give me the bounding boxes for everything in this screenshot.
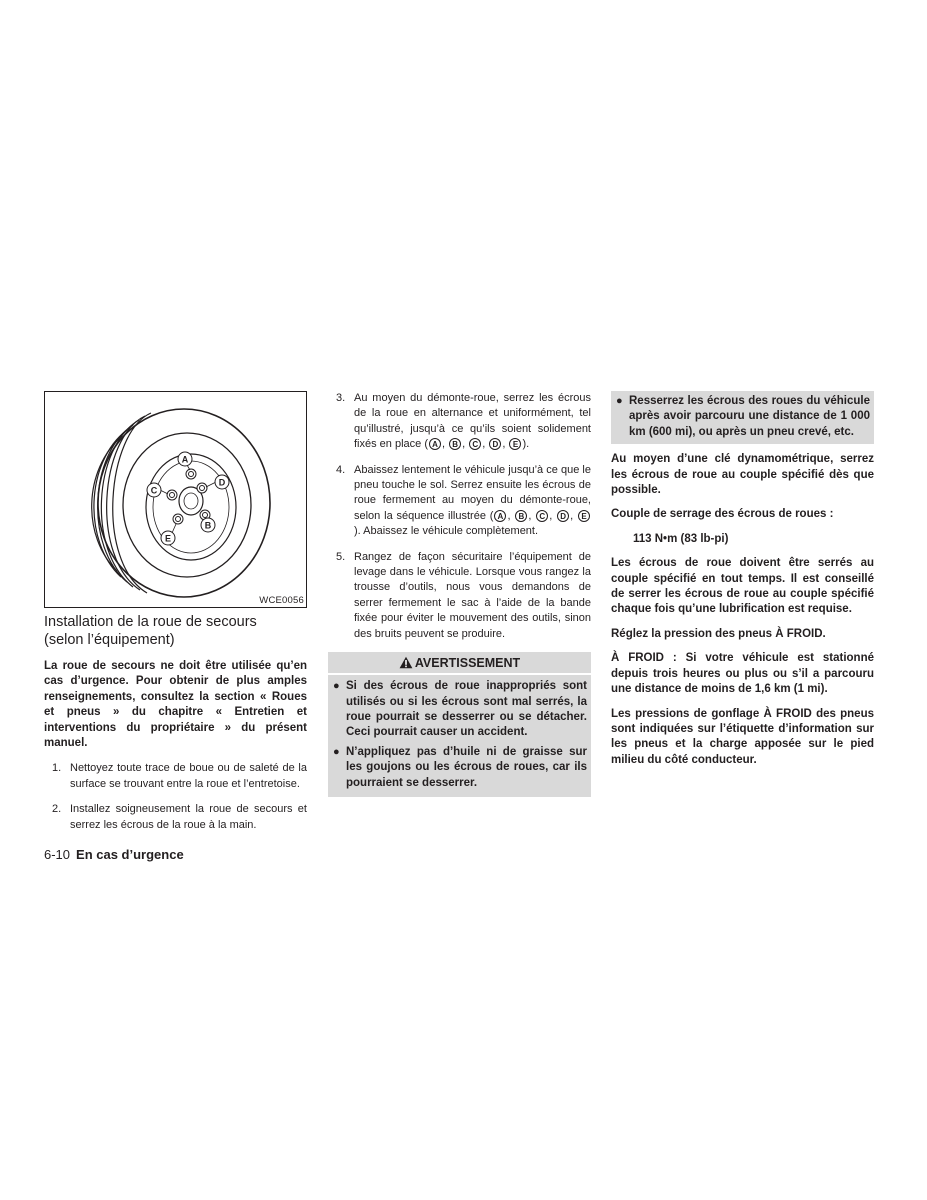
circled-letter: A [494, 510, 506, 522]
step-text: Installez soigneusement la roue de secours et serrez les écrous de la roue à la main. [70, 803, 307, 831]
warning-item [328, 745, 591, 791]
figure-code: WCE0056 [259, 595, 304, 606]
step-item: 4. Abaissez lentement le véhicule jusqu’à ce que le pneu touche le sol. Serrez ensuite les écrous de roue fermement au moyen du démonte-roue, selon la séquence illustrée ( A , B , C , D , E). Abaissez le véhicule complètement. [336, 463, 591, 538]
page-number: 6-10 [44, 847, 71, 862]
warning-triangle-icon [399, 656, 413, 669]
warning-text: N’appliquez pas d’huile ni de graisse sur les goujons ou les écrous de roues, car ils pourraient se desserrer. [346, 745, 587, 789]
right-column [611, 391, 874, 777]
step-item: 3. Au moyen du démonte-roue, serrez les écrous de la roue en alternance et uniformément, tel qu’illustré, jusqu’à ce qu’ils soient solidement fixés en place ( A , B , C , D , E ). [336, 392, 591, 451]
tire-diagram [45, 392, 306, 607]
label-e: E [164, 533, 172, 544]
steps-list-1 [44, 761, 307, 833]
step-text: Nettoyez toute trace de boue ou de saleté de la surface se trouvant entre la roue et l’entretoise. [70, 762, 307, 790]
circled-letter: E [578, 510, 590, 522]
bullet-icon: ● [333, 680, 340, 693]
circled-letter: A [429, 438, 441, 450]
step-text: Rangez de façon sécuritaire l’équipement de levage dans le véhicule. Lorsque vous rangez la trousse d’outils, nous vous demandons de serrer fermement le sac à l’aide de la bande fixée pour éviter le mouvement des outils, sinon des bruits peuvent se produire. [354, 550, 591, 640]
warning-list [328, 679, 591, 791]
step-number: 3. [336, 392, 346, 404]
circled-letter: D [557, 510, 569, 522]
pressure-instruction: Réglez la pression des pneus À FROID. [611, 627, 826, 640]
circled-letter: E [509, 438, 521, 450]
step-item [44, 802, 307, 833]
torque-note: Les écrous de roue doivent être serrés au couple spécifié en tout temps. Il est conseillé de serrer les écrous de roue au couple spécifié chaque fois qu’une lubrification est requise. [611, 557, 874, 616]
bullet-icon: ● [616, 395, 623, 407]
middle-column [328, 391, 591, 797]
torque-instruction: Au moyen d’une clé dynamométrique, serrez les écrous de roue au couple spécifié dès que possible. [611, 453, 874, 497]
section-title-line1: Installation de la roue de secours [44, 614, 257, 630]
circled-letter: C [469, 438, 481, 450]
warning-title: AVERTISSEMENT [414, 656, 521, 671]
pressure-label-info: Les pressions de gonflage À FROID des pneus sont indiquées sur l’étiquette d’information sur les pneus et la charge apposée sur le pied milieu du côté conducteur. [611, 707, 874, 766]
step-number: 2. [52, 803, 62, 816]
label-c: C [150, 485, 158, 496]
intro-paragraph: La roue de secours ne doit être utilisée qu’en cas d’urgence. Pour obtenir de plus amples renseignements, consultez la section « Roues et pneus » du chapitre « Entretien et interventions du propriétaire » du présent manuel. [44, 660, 307, 750]
step-text: Abaissez lentement le véhicule jusqu’à ce que le pneu touche le sol. Serrez ensuite les écrous de roue fermement au moyen du démonte-roue, selon la séquence illustrée ( [354, 463, 591, 522]
section-title [44, 613, 307, 649]
step-number: 4. [336, 463, 346, 476]
warning-item [328, 679, 591, 741]
step-number: 5. [336, 550, 346, 563]
circled-letter: C [536, 510, 548, 522]
info-item [611, 394, 874, 440]
torque-value: 113 N•m (83 lb-pi) [633, 532, 729, 545]
step-item [328, 550, 591, 642]
chapter-title: En cas d’urgence [76, 847, 184, 862]
step-item [44, 761, 307, 792]
step-text-end: ). [522, 438, 530, 451]
label-a: A [181, 454, 189, 465]
circled-letter: D [489, 438, 501, 450]
step-text-end: ). Abaissez le véhicule complètement. [354, 525, 539, 538]
warning-header [328, 652, 591, 675]
step-number: 1. [52, 762, 62, 775]
label-b: B [204, 520, 212, 531]
warning-text: Si des écrous de roue inappropriés sont utilisés ou si les écrous sont mal serrés, la roue pourrait se desserrer ou se détacher. Ceci pourrait causer un accident. [346, 680, 587, 739]
circled-letter: B [449, 438, 461, 450]
info-text: Resserrez les écrous des roues du véhicule après avoir parcouru une distance de 1 000 km (600 mi), ou après un pneu crevé, etc. [629, 395, 870, 438]
wheel-illustration [44, 391, 307, 608]
page-footer [44, 846, 184, 864]
left-column [44, 391, 307, 843]
warning-box [328, 652, 591, 797]
section-title-line2: (selon l’équipement) [44, 632, 175, 648]
label-d: D [218, 477, 226, 488]
info-box [611, 391, 874, 444]
bullet-icon: ● [333, 745, 340, 758]
circled-letter: B [515, 510, 527, 522]
info-list [611, 394, 874, 440]
step-text: Au moyen du démonte-roue, serrez les écrous de la roue en alternance et uniformément, tel qu’illustré, jusqu’à ce qu’ils soient solidement fixés en place ( [354, 392, 591, 451]
cold-definition: À FROID : Si votre véhicule est stationné depuis trois heures ou plus ou s’il a parcouru une distance de moins de 1,6 km (1 mi). [611, 652, 874, 696]
torque-label: Couple de serrage des écrous de roues : [611, 508, 834, 521]
steps-list-2 [328, 391, 591, 642]
